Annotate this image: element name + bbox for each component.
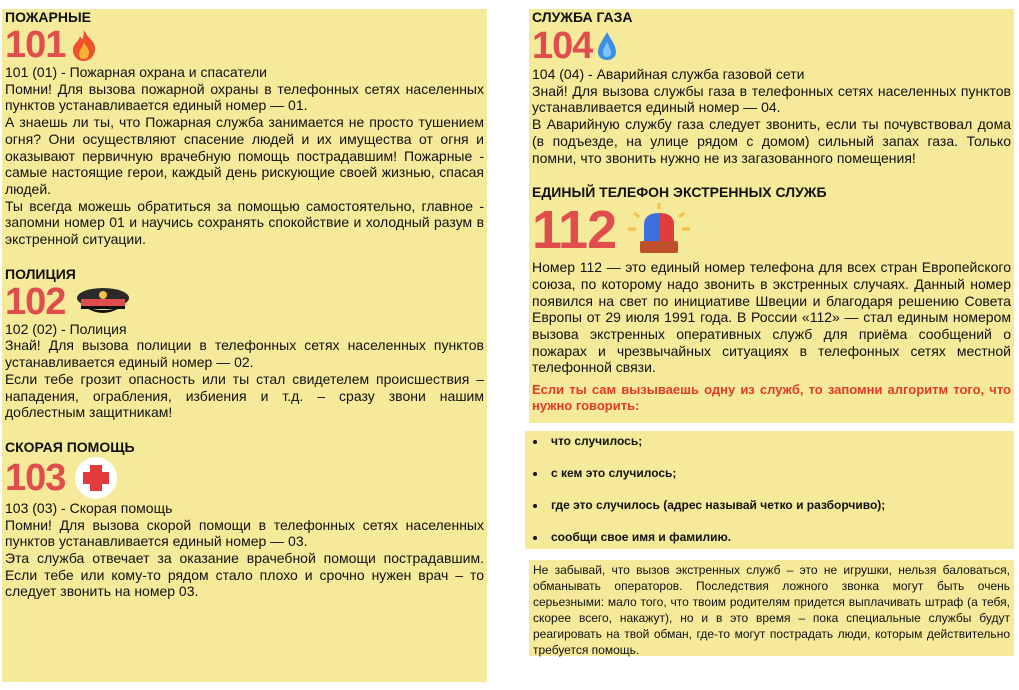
unified-number: 112 [532, 200, 617, 261]
police-number-row [5, 280, 484, 323]
gas-number: 104 [532, 25, 593, 67]
unified-heading: ЕДИНЫЙ ТЕЛЕФОН ЭКСТРЕННЫХ СЛУЖБ [532, 184, 827, 201]
police-section [5, 266, 484, 421]
unified-alert: Если ты сам вызываешь одну из служб, то запомни алгоритм того, что нужно говорить: [532, 382, 1011, 414]
right-top-panel [529, 9, 1014, 423]
flame-icon [69, 28, 99, 62]
list-item: • сообщи свое имя и фамилию. [547, 527, 1014, 559]
list-item: • с кем это случилось; [547, 463, 1014, 495]
siren-light-icon [626, 203, 692, 257]
police-heading: ПОЛИЦИЯ [5, 265, 76, 282]
unified-p1: Номер 112 — это единый номер телефона для всех стран Европейского союза, по которому надо звонить в экстренных случаях. Данный номер появился на свет по инициативе Швеции и благодаря решению Совета Европы от 29 июля 1991 года. В России «112» — стал единым номером вызова экстренных оперативных служб для приёма сообщений о пожарах и чрезвычайных ситуациях в телефонных сетях местной телефонной связи. [532, 259, 1011, 376]
fire-p3: Ты всегда можешь обратиться за помощью самостоятельно, главное - запомни номер 01 и научись сохранять спокойствие и холодный разум в экстренной ситуации. [5, 197, 484, 248]
gas-p2: В Аварийную службу газа следует звонить, если ты почувствовал дома (в подъезде, на улице рядом с домом) сильный запах газа. Только помни, что звонить нужно не из загазованного помещения! [532, 116, 1011, 166]
ambulance-heading: СКОРАЯ ПОМОЩЬ [5, 438, 135, 455]
fire-heading: ПОЖАРНЫЕ [5, 9, 92, 25]
fire-section [5, 9, 484, 248]
spacer [5, 248, 484, 266]
fire-line1: 101 (01) - Пожарная охрана и спасатели [5, 64, 267, 80]
algorithm-list [525, 431, 1014, 559]
police-number: 102 [5, 280, 66, 323]
spacer [532, 166, 1011, 184]
gas-number-row [532, 26, 1011, 66]
police-line1: 102 (02) - Полиция [5, 320, 127, 337]
spacer [5, 421, 484, 439]
fire-number: 101 [5, 24, 66, 66]
fire-number-row [5, 26, 484, 64]
police-cap-icon [73, 285, 133, 319]
police-p1: Знай! Для вызова полиции в телефонных сетях населенных пунктов устанавливается единый номер — 02. [5, 337, 484, 371]
unified-section [532, 184, 1011, 414]
water-drop-icon [596, 30, 618, 62]
gas-section [532, 9, 1011, 166]
ambulance-p2: Эта служба отвечает за оказание врачебной помощи пострадавшим. Если тебе или кому-то рядом стало плохо и срочно нужен врач – то следует звонить на номер 03. [5, 550, 484, 600]
fire-p2: А знаешь ли ты, что Пожарная служба занимается не просто тушением огня? Они осуществляют спасение людей и их имущества от огня и оказывают первичную врачебную помощь пострадавшим! Пожарные - самые настоящие герои, каждый день рискующие своей жизнью, спасая людей. [5, 114, 484, 197]
warning-note: Не забывай, что вызов экстренных служб – это не игрушки, нельзя баловаться, обманывать операторов. Последствия ложного звонка могут быть очень серьезными: мало того, что твоим родителям придется выплачивать штраф (а тебя, скорее всего, накажут), но и в это время – пока специальные службы будут реагировать на твой обман, где-то могут пострадать люди, которым действительно требуется помощь. [533, 563, 1010, 657]
warning-note-panel [529, 560, 1014, 656]
algorithm-panel [525, 431, 1014, 549]
fire-p1: Помни! Для вызова пожарной охраны в телефонных сетях населенных пунктов устанавливается единый номер — 01. [5, 80, 484, 114]
ambulance-line1: 103 (03) - Скорая помощь [5, 499, 173, 516]
gas-line1: 104 (04) - Аварийная служба газовой сети [532, 66, 805, 82]
ambulance-number: 103 [5, 456, 66, 499]
unified-number-row [532, 201, 1011, 259]
red-cross-icon [71, 456, 121, 500]
gas-heading: СЛУЖБА ГАЗА [532, 9, 633, 25]
list-item: • где это случилось (адрес называй четко и разборчиво); [547, 495, 1014, 527]
ambulance-p1: Помни! Для вызова скорой помощи в телефонных сетях населенных пунктов устанавливается единый номер — 03. [5, 516, 484, 550]
ambulance-section [5, 439, 484, 600]
list-item: • что случилось; [547, 431, 1014, 463]
ambulance-number-row [5, 456, 484, 500]
police-p2: Если тебе грозит опасность или ты стал свидетелем происшествия – нападения, ограбления, избиения и т.д. – сразу звони нашим доблестным защитникам! [5, 370, 484, 421]
left-panel [2, 9, 487, 682]
gas-p1: Знай! Для вызова службы газа в телефонных сетях населенных пунктов устанавливается единый номер — 04. [532, 82, 1011, 116]
